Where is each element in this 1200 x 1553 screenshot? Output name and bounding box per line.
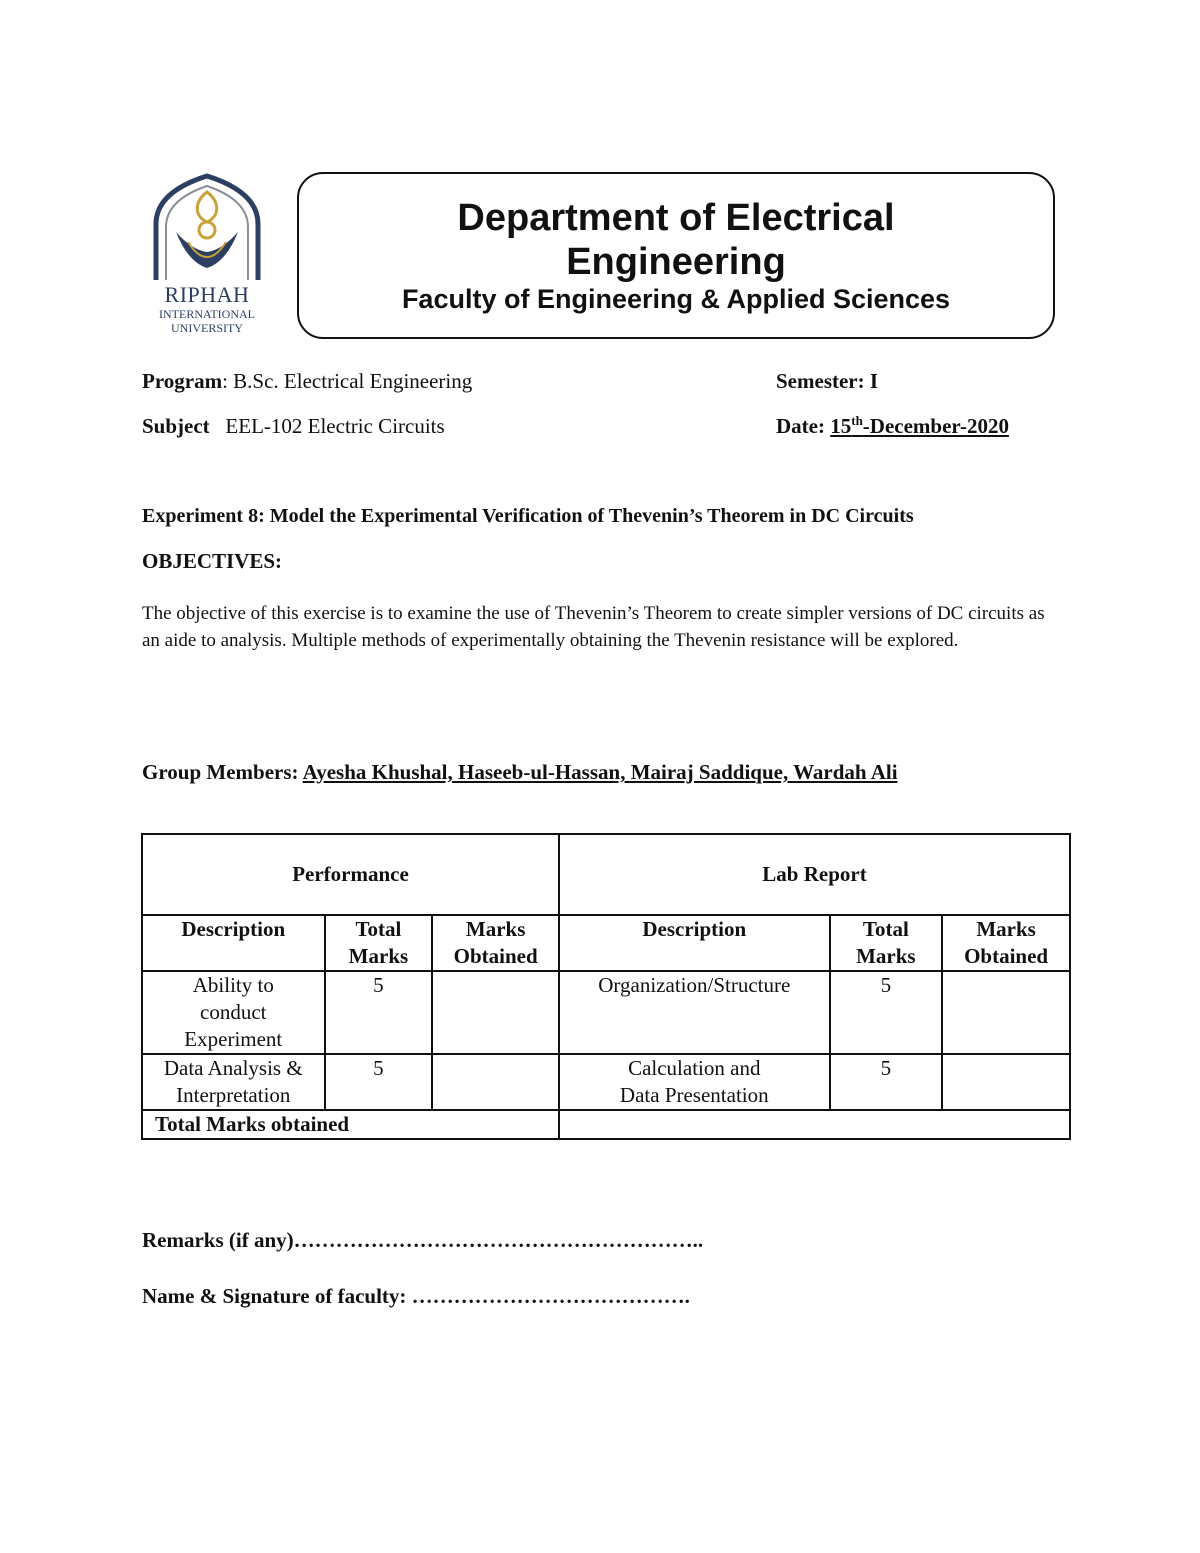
lab-total-cell: 5 bbox=[830, 971, 943, 1054]
objectives-text: The objective of this exercise is to examine the use of Thevenin’s Theorem to create simpler versions of DC circuits as an aide to analysis. Multiple methods of experimentally obtaining the Thevenin resistance will be explored. bbox=[142, 603, 1045, 651]
lab-total-header-l1: Total bbox=[862, 917, 909, 941]
subject-label: Subject bbox=[142, 414, 210, 438]
date-suffix: th bbox=[851, 413, 863, 428]
experiment-title: Model the Experimental Verification of Thevenin’s Theorem in DC Circuits bbox=[269, 505, 914, 527]
department-title-line2: Engineering bbox=[566, 241, 786, 283]
group-members-names: Ayesha Khushal, Haseeb-ul-Hassan, Mairaj Saddique, Wardah Ali bbox=[302, 760, 898, 784]
lab-obtained-header-l1: Marks bbox=[976, 917, 1036, 941]
date-line bbox=[776, 414, 1009, 439]
logo-text-riphah: RIPHAH bbox=[164, 282, 250, 307]
perf-total-marks-header bbox=[325, 915, 433, 971]
date-label: Date: bbox=[776, 414, 831, 438]
perf-obtained-header-l2: Obtained bbox=[453, 944, 538, 968]
department-title-line1: Department of Electrical bbox=[457, 197, 895, 239]
lab-total-header-l2: Marks bbox=[856, 944, 916, 968]
table-row bbox=[142, 1054, 1070, 1110]
program-line bbox=[142, 369, 472, 394]
lab-obtained-cell[interactable] bbox=[942, 971, 1070, 1054]
perf-description-cell bbox=[142, 1054, 325, 1110]
lab-description-header: Description bbox=[559, 915, 830, 971]
cell-line: Calculation and bbox=[628, 1056, 761, 1080]
department-header-box bbox=[297, 172, 1055, 339]
lab-obtained-header-l2: Obtained bbox=[964, 944, 1049, 968]
cell-line: Interpretation bbox=[176, 1083, 291, 1107]
perf-obtained-cell[interactable] bbox=[432, 1054, 559, 1110]
logo-emblem-icon bbox=[148, 172, 266, 284]
university-logo bbox=[148, 172, 266, 340]
lab-total-marks-header bbox=[830, 915, 943, 971]
signature-dots[interactable]: …………………………………. bbox=[411, 1284, 690, 1308]
lab-marks-obtained-header bbox=[942, 915, 1070, 971]
signature-label: Name & Signature of faculty: bbox=[142, 1284, 412, 1308]
perf-obtained-header-l1: Marks bbox=[465, 917, 526, 941]
faculty-title: Faculty of Engineering & Applied Sciences bbox=[401, 284, 951, 314]
remarks-line bbox=[142, 1228, 703, 1253]
experiment-label: Experiment 8: bbox=[142, 505, 270, 527]
perf-total-cell: 5 bbox=[325, 971, 433, 1054]
table-section-header-row bbox=[142, 834, 1070, 915]
perf-obtained-cell[interactable] bbox=[432, 971, 559, 1054]
table-column-header-row bbox=[142, 915, 1070, 971]
date-value bbox=[830, 414, 1009, 438]
performance-header: Performance bbox=[142, 834, 559, 915]
perf-marks-obtained-header bbox=[432, 915, 559, 971]
objectives-heading: OBJECTIVES: bbox=[142, 549, 283, 573]
group-members-label: Group Members: bbox=[142, 760, 303, 784]
marks-table bbox=[141, 833, 1071, 1140]
table-total-row bbox=[142, 1110, 1070, 1139]
faculty-signature-line bbox=[142, 1284, 690, 1309]
lab-total-cell: 5 bbox=[830, 1054, 943, 1110]
lab-obtained-cell[interactable] bbox=[942, 1054, 1070, 1110]
cell-line: Data Analysis & bbox=[163, 1056, 303, 1080]
subject-value: EEL-102 Electric Circuits bbox=[225, 414, 445, 438]
lab-report-header: Lab Report bbox=[559, 834, 1070, 915]
program-label: Program bbox=[142, 369, 223, 393]
cell-line: Experiment bbox=[184, 1027, 283, 1051]
program-value: : B.Sc. Electrical Engineering bbox=[222, 369, 473, 393]
perf-description-cell bbox=[142, 971, 325, 1054]
total-marks-label: Total Marks obtained bbox=[142, 1110, 559, 1139]
table-row bbox=[142, 971, 1070, 1054]
date-month-year: -December-2020 bbox=[862, 414, 1009, 438]
total-marks-value[interactable] bbox=[559, 1110, 1070, 1139]
remarks-label: Remarks (if any) bbox=[142, 1228, 294, 1252]
remarks-dots[interactable]: ………………………………………………….. bbox=[293, 1228, 704, 1252]
cell-line: Data Presentation bbox=[619, 1083, 769, 1107]
subject-line bbox=[142, 414, 445, 439]
perf-description-header: Description bbox=[142, 915, 325, 971]
department-title bbox=[299, 196, 1053, 284]
cell-line: conduct bbox=[200, 1000, 267, 1024]
lab-description-cell bbox=[559, 1054, 830, 1110]
logo-text-university: UNIVERSITY bbox=[171, 321, 243, 335]
cell-line: Organization/Structure bbox=[598, 973, 791, 997]
lab-description-cell bbox=[559, 971, 830, 1054]
perf-total-cell: 5 bbox=[325, 1054, 433, 1110]
group-members-line bbox=[142, 760, 898, 785]
perf-total-header-l1: Total bbox=[355, 917, 402, 941]
cell-line: Ability to bbox=[192, 973, 274, 997]
logo-text-international: INTERNATIONAL bbox=[159, 307, 255, 321]
date-day: 15 bbox=[830, 414, 852, 438]
semester-line: Semester: I bbox=[776, 369, 879, 393]
perf-total-header-l2: Marks bbox=[348, 944, 409, 968]
experiment-title-line bbox=[142, 505, 914, 528]
